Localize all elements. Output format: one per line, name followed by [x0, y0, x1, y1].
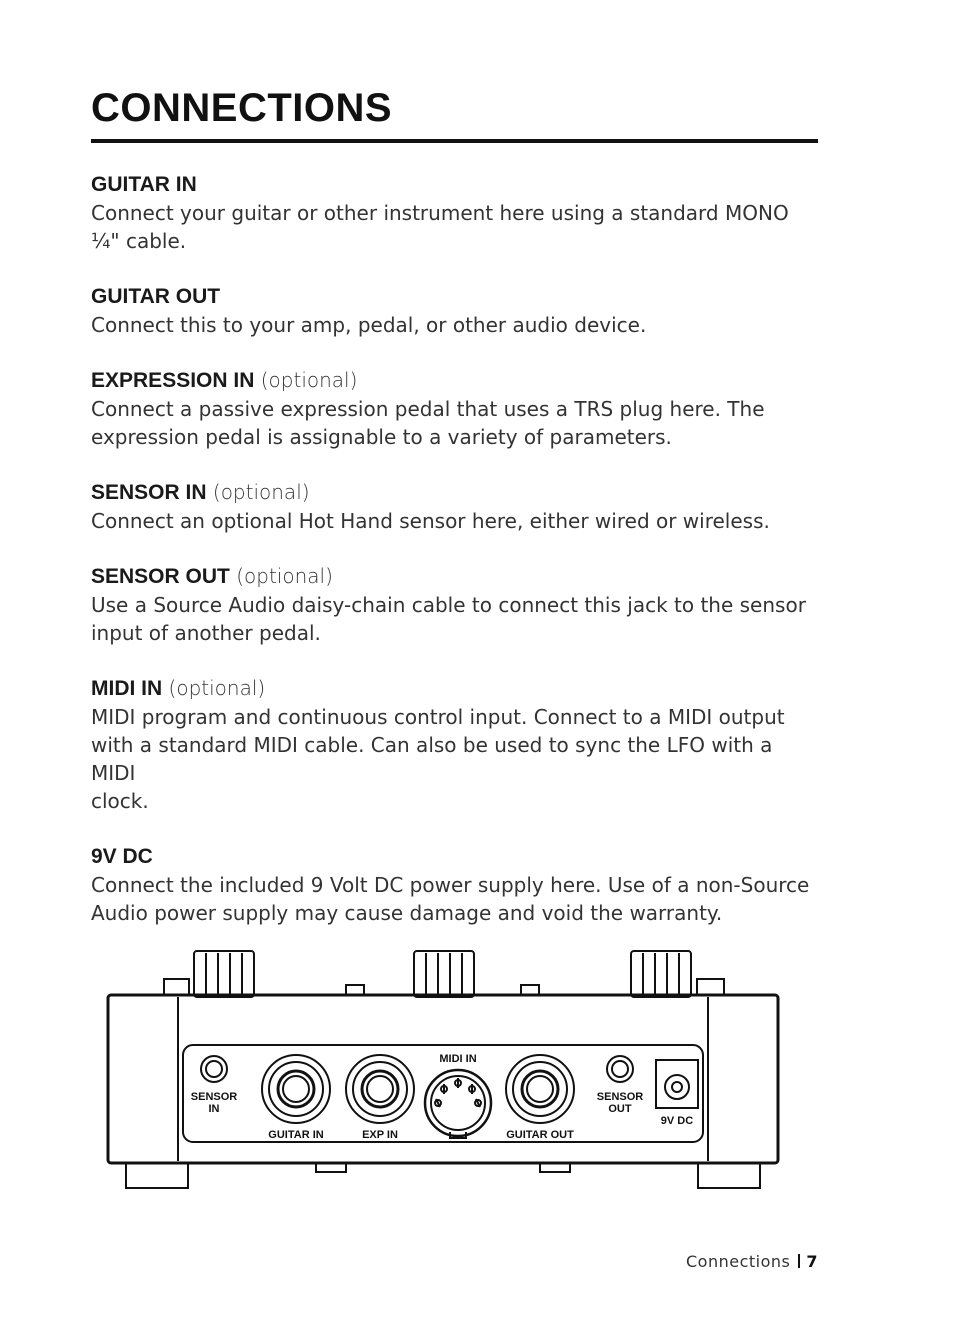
section-body [91, 591, 821, 647]
page-footer [686, 1252, 818, 1271]
section-heading [91, 562, 821, 591]
footer-divider [798, 1254, 800, 1268]
section-body [91, 395, 821, 451]
label-sensor-in: SENSOR [190, 1091, 238, 1103]
section-heading [91, 674, 821, 703]
label-9v-dc: 9V DC [660, 1115, 694, 1127]
section-name: EXPRESSION IN [91, 369, 255, 392]
label-guitar-out: GUITAR OUT [506, 1129, 574, 1141]
body-line: MIDI program and continuous control input. Connect to a MIDI output [91, 705, 785, 729]
body-line: Connect this to your amp, pedal, or other audio device. [91, 313, 647, 337]
section-name: MIDI IN [91, 677, 163, 700]
optional-note: (optional) [168, 676, 266, 700]
footer-label: Connections [685, 1252, 791, 1271]
title-divider [91, 139, 818, 143]
knob-center-icon [414, 951, 474, 997]
body-line: Connect the included 9 Volt DC power supply here. Use of a non-Source [91, 873, 810, 897]
exp-in-jack-icon [346, 1055, 414, 1123]
body-line: Use a Source Audio daisy-chain cable to connect this jack to the sensor [91, 593, 806, 617]
foot-right [698, 1163, 760, 1188]
section-body [91, 507, 821, 535]
section-body [91, 703, 821, 815]
label-exp-in: EXP IN [362, 1129, 398, 1141]
section-body [91, 311, 821, 339]
section-heading [91, 170, 821, 199]
optional-note: (optional) [260, 368, 358, 392]
body-line: Connect your guitar or other instrument here using a standard MONO [91, 201, 789, 225]
label-sensor-out: SENSOR [596, 1091, 644, 1103]
section-guitar-out [91, 282, 821, 339]
section-name: 9V DC [91, 845, 153, 868]
page-title: CONNECTIONS [91, 86, 393, 130]
label-sensor-out-2: OUT [608, 1103, 632, 1115]
section-expression-in [91, 366, 821, 451]
pedal-body [108, 995, 778, 1163]
section-name: SENSOR OUT [91, 565, 230, 588]
section-name: SENSOR IN [91, 481, 207, 504]
page-number: 7 [806, 1252, 818, 1271]
section-heading [91, 478, 821, 507]
section-name: GUITAR IN [91, 173, 197, 196]
section-9v-dc [91, 842, 821, 927]
label-guitar-in: GUITAR IN [268, 1129, 324, 1141]
foot-left [126, 1163, 188, 1188]
section-midi-in [91, 674, 821, 815]
optional-note: (optional) [212, 480, 310, 504]
body-line: ¼" cable. [91, 229, 187, 253]
connections-list [91, 170, 821, 954]
guitar-in-jack-icon [262, 1055, 330, 1123]
body-line: expression pedal is assignable to a variety of parameters. [91, 425, 672, 449]
knob-right-icon [631, 951, 724, 997]
body-line: with a standard MIDI cable. Can also be used to sync the LFO with a MIDI [91, 733, 773, 785]
section-body [91, 199, 821, 255]
midi-in-jack-icon [425, 1070, 491, 1138]
sensor-out-jack-icon [607, 1056, 633, 1082]
guitar-out-jack-icon [506, 1055, 574, 1123]
knob-left-icon [164, 951, 254, 997]
section-guitar-in [91, 170, 821, 255]
section-body [91, 871, 821, 927]
pedal-back-panel-diagram [100, 945, 790, 1195]
body-line: Connect an optional Hot Hand sensor here, either wired or wireless. [91, 509, 770, 533]
section-heading [91, 366, 821, 395]
section-sensor-out [91, 562, 821, 647]
section-name: GUITAR OUT [91, 285, 221, 308]
optional-note: (optional) [236, 564, 333, 588]
sensor-in-jack-icon [201, 1056, 227, 1082]
body-line: input of another pedal. [91, 621, 321, 645]
section-heading [91, 282, 821, 311]
label-sensor-in-2: IN [208, 1103, 220, 1115]
body-line: Audio power supply may cause damage and void the warranty. [91, 901, 723, 925]
section-heading [91, 842, 821, 871]
body-line: clock. [91, 789, 149, 813]
section-sensor-in [91, 478, 821, 535]
dc-power-jack-icon [656, 1060, 698, 1108]
label-midi-in: MIDI IN [439, 1053, 477, 1065]
body-line: Connect a passive expression pedal that uses a TRS plug here. The [91, 397, 765, 421]
